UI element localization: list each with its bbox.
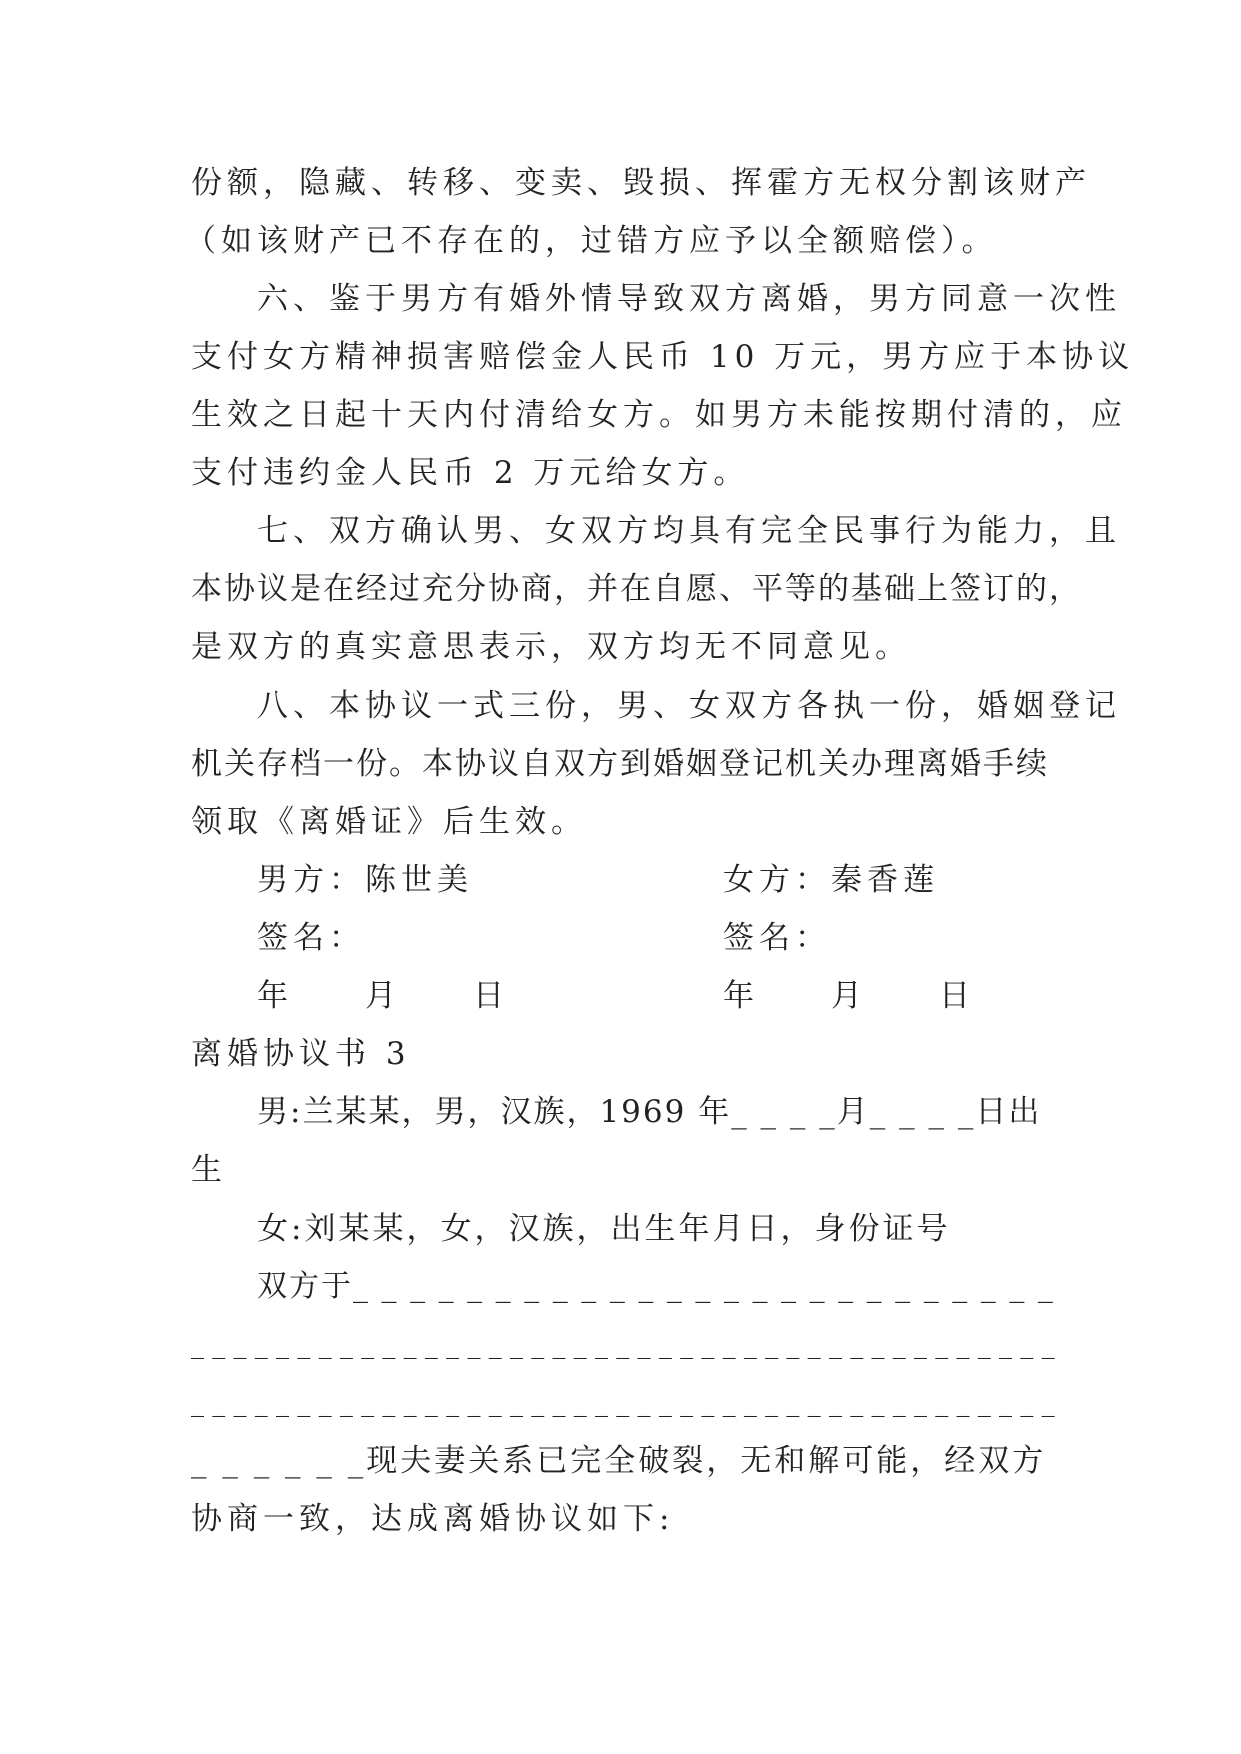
blank-line-2: _ _ _ _ _ _ _ _ _ _ _ _ _ _ _ _ _ _ _ _ _ _ _ _ _ _ _ _ _ _ _ _ _ _ _ _ _ _ _ _ _ [191, 1330, 1055, 1360]
paragraph-8-line-3: 领取《离婚证》后生效。 [191, 804, 587, 840]
paragraph-6-line-4: 支付违约金人民币 2 万元给女方。 [191, 455, 750, 491]
male-info-line-1: 男:兰某某，男，汉族，1969 年_ _ _ _月_ _ _ _日出 [257, 1094, 1042, 1130]
paragraph-6-line-2: 支付女方精神损害赔偿金人民币 10 万元，男方应于本协议 [191, 339, 1135, 375]
blank-line-3: _ _ _ _ _ _ _ _ _ _ _ _ _ _ _ _ _ _ _ _ _ _ _ _ _ _ _ _ _ _ _ _ _ _ _ _ _ _ _ _ _ [191, 1388, 1055, 1418]
paragraph-6-line-3: 生效之日起十天内付清给女方。如男方未能按期付清的，应 [191, 397, 1127, 433]
closing-line-1: _ _ _ _ _ _现夫妻关系已完全破裂，无和解可能，经双方 [191, 1443, 1047, 1479]
paragraph-7-line-3: 是双方的真实意思表示，双方均无不同意见。 [191, 629, 911, 665]
male-signature-label: 签名： [257, 920, 365, 956]
paragraph-5-line-2: （如该财产已不存在的，过错方应予以全额赔偿）。 [185, 223, 998, 259]
male-info-line-2: 生 [191, 1152, 227, 1188]
blank-line-1: 双方于_ _ _ _ _ _ _ _ _ _ _ _ _ _ _ _ _ _ _ _ _ _ _ _ _ [257, 1269, 1055, 1304]
female-party: 女方：秦香莲 [723, 862, 939, 898]
paragraph-8-line-2: 机关存档一份。本协议自双方到婚姻登记机关办理离婚手续 [191, 746, 1049, 782]
paragraph-6-line-1: 六、鉴于男方有婚外情导致双方离婚，男方同意一次性 [257, 281, 1121, 317]
paragraph-8-line-1: 八、本协议一式三份，男、女双方各执一份，婚姻登记 [257, 688, 1121, 724]
paragraph-5-line-1: 份额，隐藏、转移、变卖、毁损、挥霍方无权分割该财产 [191, 165, 1091, 201]
female-date: 年 月 日 [723, 978, 975, 1014]
female-signature-label: 签名： [723, 920, 831, 956]
closing-line-2: 协商一致，达成离婚协议如下: [191, 1501, 675, 1537]
male-date: 年 月 日 [257, 978, 509, 1014]
paragraph-7-line-2: 本协议是在经过充分协商，并在自愿、平等的基础上签订的， [191, 571, 1082, 607]
paragraph-7-line-1: 七、双方确认男、女双方均具有完全民事行为能力，且 [257, 513, 1121, 549]
agreement-3-heading: 离婚协议书 3 [191, 1036, 411, 1072]
female-info-line: 女:刘某某，女，汉族，出生年月日，身份证号 [257, 1211, 951, 1247]
male-party: 男方：陈世美 [257, 862, 473, 898]
